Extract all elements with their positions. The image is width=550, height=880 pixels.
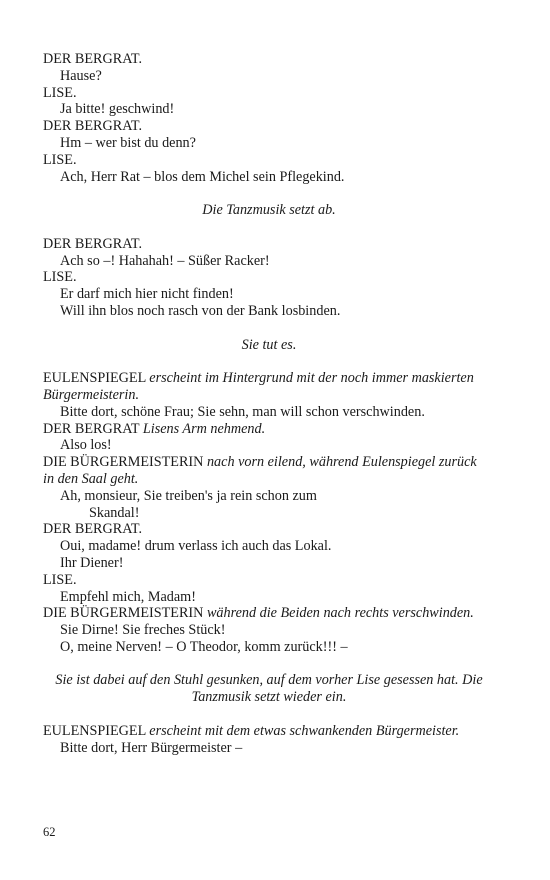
dialogue-line: Ja bitte! geschwind! — [60, 101, 175, 118]
speaker: DIE BÜRGERMEISTERIN — [43, 605, 204, 622]
page-number: 62 — [43, 825, 56, 839]
dialogue-line: Hause? — [60, 67, 102, 84]
stage-direction: Tanzmusik setzt wieder ein. — [191, 689, 347, 706]
speaker: DER BERGRAT — [43, 420, 140, 437]
dialogue-line: Ach so –! Hahahah! – Süßer Racker! — [60, 252, 270, 269]
dialogue-line: Ah, monsieur, Sie treiben's ja rein schon zum — [60, 487, 317, 504]
inline-direction: während die Beiden nach rechts verschwinden. — [206, 605, 474, 622]
inline-direction: in den Saal geht. — [43, 470, 139, 487]
play-text — [43, 51, 495, 756]
speaker: EULENSPIEGEL — [43, 722, 146, 739]
inline-direction: erscheint im Hintergrund mit der noch immer maskierten — [149, 370, 474, 387]
dialogue-line: Ach, Herr Rat – blos dem Michel sein Pflegekind. — [60, 168, 345, 185]
dialogue-line: Also los! — [60, 437, 112, 454]
speaker: DER BERGRAT. — [43, 235, 143, 252]
dialogue-line: Sie Dirne! Sie freches Stück! — [60, 622, 226, 639]
spacer — [43, 656, 495, 673]
speaker: LISE. — [43, 269, 77, 286]
speaker: DER BERGRAT. — [43, 118, 143, 135]
dialogue-line: Empfehl mich, Madam! — [60, 588, 196, 605]
speaker: DIE BÜRGERMEISTERIN — [43, 454, 204, 471]
spacer — [43, 320, 495, 337]
dialogue-line: Hm – wer bist du denn? — [60, 134, 196, 151]
dialogue-line: Ihr Diener! — [60, 554, 124, 571]
dialogue-line-continued: Skandal! — [89, 504, 140, 521]
stage-direction: Sie tut es. — [241, 336, 297, 353]
speaker-with-direction — [43, 454, 495, 471]
stage-direction: Sie ist dabei auf den Stuhl gesunken, auf dem vorher Lise gesessen hat. Die — [55, 672, 483, 689]
inline-direction: Lisens Arm nehmend. — [142, 420, 266, 437]
spacer — [43, 353, 495, 370]
inline-direction-continued — [43, 471, 495, 488]
inline-direction: Bürgermeisterin. — [43, 386, 140, 403]
stage-direction: Die Tanzmusik setzt ab. — [202, 202, 336, 219]
dialogue-line: Bitte dort, schöne Frau; Sie sehn, man will schon verschwinden. — [60, 403, 425, 420]
speaker: DER BERGRAT. — [43, 521, 143, 538]
speaker: LISE. — [43, 571, 77, 588]
dialogue-line: Oui, madame! drum verlass ich auch das Lokal. — [60, 538, 332, 555]
speaker-with-direction — [43, 370, 495, 387]
inline-direction-continued — [43, 387, 495, 404]
speaker-with-direction — [43, 723, 495, 740]
speaker: DER BERGRAT. — [43, 51, 143, 67]
speaker: LISE. — [43, 84, 77, 101]
spacer — [43, 706, 495, 723]
inline-direction: nach vorn eilend, während Eulenspiegel zurück — [206, 454, 477, 471]
dialogue-line: Er darf mich hier nicht finden! — [60, 286, 234, 303]
spacer — [43, 185, 495, 202]
dialogue-line: Will ihn blos noch rasch von der Bank losbinden. — [60, 302, 341, 319]
speaker: LISE. — [43, 151, 77, 168]
spacer — [43, 219, 495, 236]
inline-direction: erscheint mit dem etwas schwankenden Bürgermeister. — [149, 722, 460, 739]
speaker-with-direction — [43, 421, 495, 438]
dialogue-line: Bitte dort, Herr Bürgermeister – — [60, 739, 243, 756]
speaker: EULENSPIEGEL — [43, 370, 146, 387]
speaker-with-direction — [43, 605, 495, 622]
dialogue-line: O, meine Nerven! – O Theodor, komm zurück!!! – — [60, 638, 348, 655]
